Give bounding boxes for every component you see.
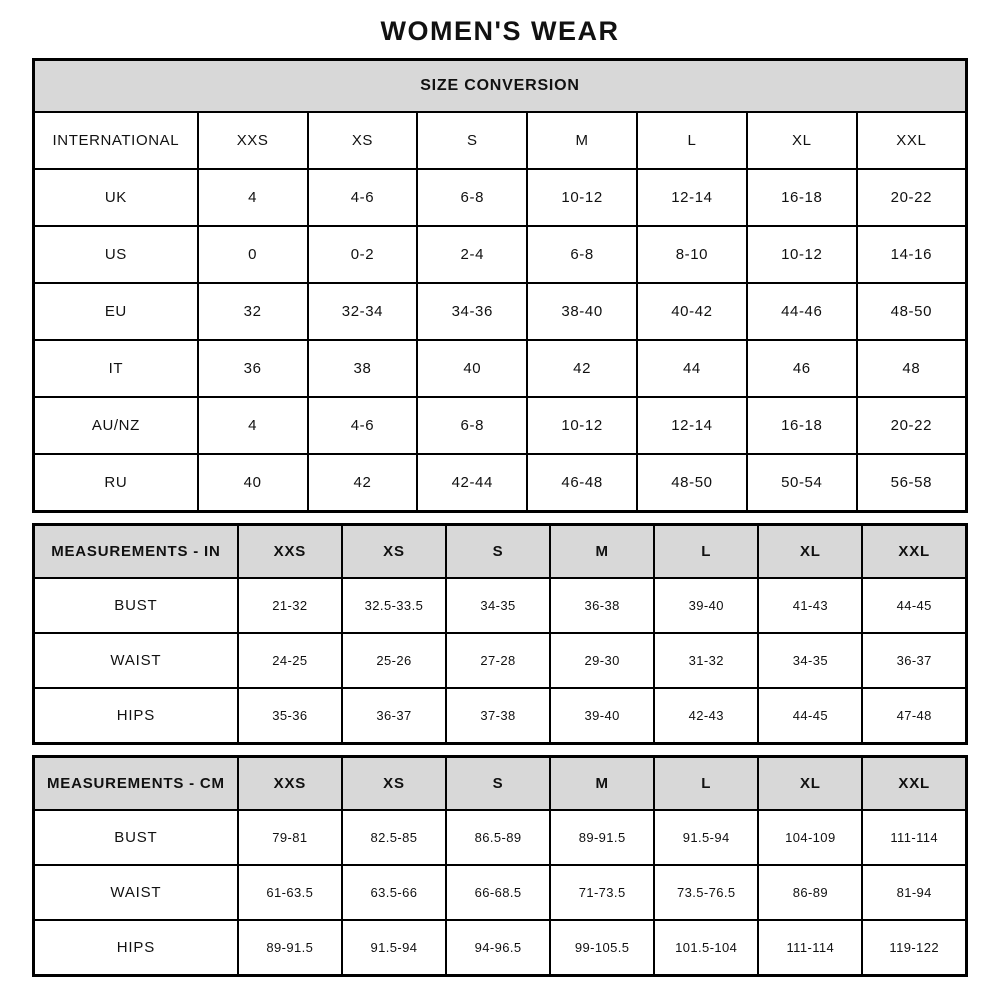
column-header: XXS (238, 757, 342, 811)
cell: 44-46 (747, 283, 857, 340)
cell: 44 (637, 340, 747, 397)
row-label: BUST (34, 810, 238, 865)
cell: 86-89 (758, 865, 862, 920)
row-label: WAIST (34, 633, 238, 688)
table-row-hips-in (34, 688, 967, 744)
cell: 4-6 (308, 397, 418, 454)
table-row-ru (34, 454, 967, 512)
column-header: M (550, 757, 654, 811)
cell: 44-45 (862, 578, 966, 633)
cell: 61-63.5 (238, 865, 342, 920)
cell: 10-12 (527, 169, 637, 226)
row-label: EU (34, 283, 198, 340)
cell: 6-8 (527, 226, 637, 283)
cell: 66-68.5 (446, 865, 550, 920)
table-row-waist-in (34, 633, 967, 688)
cell: 37-38 (446, 688, 550, 744)
cell: 81-94 (862, 865, 966, 920)
cell: 10-12 (747, 226, 857, 283)
size-conversion-table (32, 58, 968, 513)
table-row-uk (34, 169, 967, 226)
cell: 25-26 (342, 633, 446, 688)
cell: 31-32 (654, 633, 758, 688)
measurements-in-table (32, 523, 968, 745)
cell: 63.5-66 (342, 865, 446, 920)
cell: 8-10 (637, 226, 747, 283)
column-header: XL (747, 112, 857, 169)
measurements-cm-title: MEASUREMENTS - CM (34, 757, 238, 811)
cell: 20-22 (857, 397, 967, 454)
cell: 111-114 (862, 810, 966, 865)
column-header: XS (342, 525, 446, 579)
cell: 6-8 (417, 169, 527, 226)
row-label: INTERNATIONAL (34, 112, 198, 169)
cell: 111-114 (758, 920, 862, 976)
row-label: BUST (34, 578, 238, 633)
cell: 16-18 (747, 169, 857, 226)
cell: 94-96.5 (446, 920, 550, 976)
cell: 99-105.5 (550, 920, 654, 976)
caption-row (34, 60, 967, 113)
column-header: S (417, 112, 527, 169)
row-label: RU (34, 454, 198, 512)
cell: 12-14 (637, 397, 747, 454)
column-header: XXL (862, 757, 966, 811)
column-header: XS (342, 757, 446, 811)
cell: 89-91.5 (550, 810, 654, 865)
column-header: XXL (857, 112, 967, 169)
cell: 73.5-76.5 (654, 865, 758, 920)
cell: 41-43 (758, 578, 862, 633)
cell: 0 (198, 226, 308, 283)
cell: 40 (417, 340, 527, 397)
cell: 12-14 (637, 169, 747, 226)
cell: 4-6 (308, 169, 418, 226)
column-header: S (446, 525, 550, 579)
cell: 16-18 (747, 397, 857, 454)
column-header: L (654, 757, 758, 811)
table-row-us (34, 226, 967, 283)
cell: 56-58 (857, 454, 967, 512)
cell: 40-42 (637, 283, 747, 340)
cell: 39-40 (550, 688, 654, 744)
column-header: M (527, 112, 637, 169)
row-label: HIPS (34, 688, 238, 744)
table-row-it (34, 340, 967, 397)
column-header: S (446, 757, 550, 811)
cell: 20-22 (857, 169, 967, 226)
cell: 27-28 (446, 633, 550, 688)
cell: 48-50 (857, 283, 967, 340)
cell: 32 (198, 283, 308, 340)
cell: 79-81 (238, 810, 342, 865)
column-header: XXL (862, 525, 966, 579)
cell: 82.5-85 (342, 810, 446, 865)
cell: 46-48 (527, 454, 637, 512)
cell: 24-25 (238, 633, 342, 688)
cell: 38-40 (527, 283, 637, 340)
cell: 91.5-94 (654, 810, 758, 865)
cell: 104-109 (758, 810, 862, 865)
column-header: XXS (198, 112, 308, 169)
cell: 10-12 (527, 397, 637, 454)
cell: 34-35 (758, 633, 862, 688)
cell: 50-54 (747, 454, 857, 512)
column-header: XL (758, 757, 862, 811)
header-row (34, 525, 967, 579)
column-header: L (654, 525, 758, 579)
cell: 119-122 (862, 920, 966, 976)
cell: 48-50 (637, 454, 747, 512)
cell: 47-48 (862, 688, 966, 744)
table-row-eu (34, 283, 967, 340)
row-label: IT (34, 340, 198, 397)
column-header: L (637, 112, 747, 169)
cell: 71-73.5 (550, 865, 654, 920)
cell: 4 (198, 169, 308, 226)
table-row-aunz (34, 397, 967, 454)
measurements-in-title: MEASUREMENTS - IN (34, 525, 238, 579)
cell: 34-35 (446, 578, 550, 633)
cell: 35-36 (238, 688, 342, 744)
size-conversion-title: SIZE CONVERSION (34, 60, 967, 113)
cell: 48 (857, 340, 967, 397)
cell: 14-16 (857, 226, 967, 283)
row-label: WAIST (34, 865, 238, 920)
cell: 91.5-94 (342, 920, 446, 976)
row-label: AU/NZ (34, 397, 198, 454)
cell: 2-4 (417, 226, 527, 283)
column-header: XXS (238, 525, 342, 579)
cell: 32-34 (308, 283, 418, 340)
column-header: M (550, 525, 654, 579)
table-row-bust-in (34, 578, 967, 633)
header-row (34, 757, 967, 811)
cell: 21-32 (238, 578, 342, 633)
measurements-cm-table (32, 755, 968, 977)
cell: 29-30 (550, 633, 654, 688)
cell: 46 (747, 340, 857, 397)
column-header: XS (308, 112, 418, 169)
cell: 36-37 (862, 633, 966, 688)
cell: 36-37 (342, 688, 446, 744)
cell: 6-8 (417, 397, 527, 454)
cell: 0-2 (308, 226, 418, 283)
cell: 39-40 (654, 578, 758, 633)
cell: 101.5-104 (654, 920, 758, 976)
cell: 42 (527, 340, 637, 397)
cell: 36-38 (550, 578, 654, 633)
cell: 42-44 (417, 454, 527, 512)
row-label: UK (34, 169, 198, 226)
row-label: US (34, 226, 198, 283)
cell: 40 (198, 454, 308, 512)
row-label: HIPS (34, 920, 238, 976)
table-row-international (34, 112, 967, 169)
table-row-bust-cm (34, 810, 967, 865)
cell: 42-43 (654, 688, 758, 744)
cell: 34-36 (417, 283, 527, 340)
cell: 89-91.5 (238, 920, 342, 976)
cell: 38 (308, 340, 418, 397)
table-row-waist-cm (34, 865, 967, 920)
cell: 4 (198, 397, 308, 454)
cell: 42 (308, 454, 418, 512)
column-header: XL (758, 525, 862, 579)
table-row-hips-cm (34, 920, 967, 976)
page-title: WOMEN'S WEAR (380, 16, 620, 46)
cell: 86.5-89 (446, 810, 550, 865)
cell: 32.5-33.5 (342, 578, 446, 633)
cell: 36 (198, 340, 308, 397)
cell: 44-45 (758, 688, 862, 744)
